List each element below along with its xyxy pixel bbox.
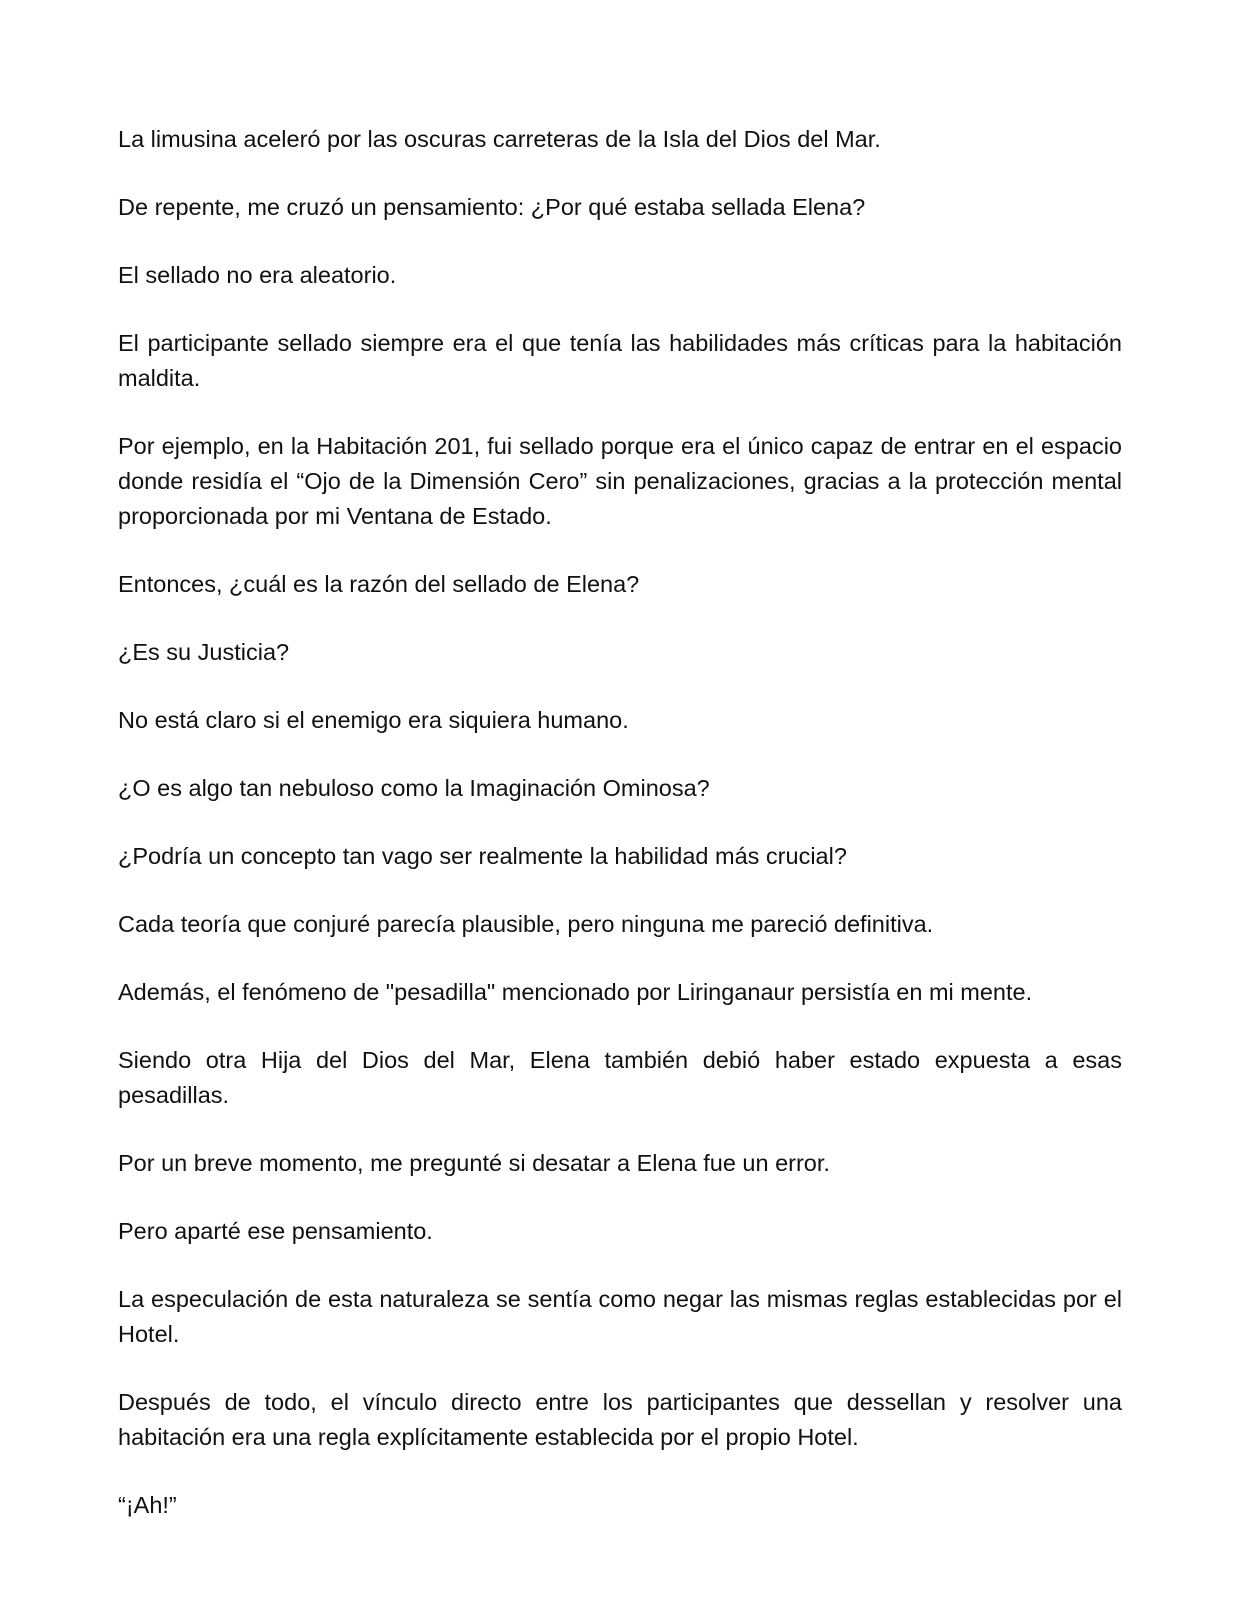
- paragraph-16: La especulación de esta naturaleza se sentía como negar las mismas reglas establecidas por el Hotel.: [118, 1286, 1122, 1347]
- paragraph-11: Cada teoría que conjuré parecía plausible, pero ninguna me pareció definitiva.: [118, 911, 934, 937]
- paragraph-9: ¿O es algo tan nebuloso como la Imaginación Ominosa?: [118, 775, 710, 801]
- paragraph-6: Entonces, ¿cuál es la razón del sellado de Elena?: [118, 571, 640, 597]
- paragraph-3: El sellado no era aleatorio.: [118, 262, 397, 288]
- paragraph-18: “¡Ah!”: [118, 1492, 177, 1518]
- paragraph-5: Por ejemplo, en la Habitación 201, fui sellado porque era el único capaz de entrar en el espacio donde residía el “Ojo de la Dimensión Cero” sin penalizaciones, gracias a la protección mental proporcionada por mi Ventana de Estado.: [118, 433, 1122, 529]
- paragraph-14: Por un breve momento, me pregunté si desatar a Elena fue un error.: [118, 1150, 830, 1176]
- paragraph-7: ¿Es su Justicia?: [118, 639, 290, 665]
- paragraph-17: Después de todo, el vínculo directo entre los participantes que dessellan y resolver una habitación era una regla explícitamente establecida por el propio Hotel.: [118, 1389, 1122, 1450]
- paragraph-10: ¿Podría un concepto tan vago ser realmente la habilidad más crucial?: [118, 843, 847, 869]
- document-body: [118, 122, 1122, 1523]
- paragraph-8: No está claro si el enemigo era siquiera humano.: [118, 707, 629, 733]
- paragraph-12: Además, el fenómeno de "pesadilla" mencionado por Liringanaur persistía en mi mente.: [118, 979, 1033, 1005]
- paragraph-13: Siendo otra Hija del Dios del Mar, Elena también debió haber estado expuesta a esas pesadillas.: [118, 1047, 1122, 1108]
- paragraph-15: Pero aparté ese pensamiento.: [118, 1218, 433, 1244]
- paragraph-2: De repente, me cruzó un pensamiento: ¿Por qué estaba sellada Elena?: [118, 194, 866, 220]
- paragraph-1: La limusina aceleró por las oscuras carreteras de la Isla del Dios del Mar.: [118, 126, 881, 152]
- paragraph-4: El participante sellado siempre era el que tenía las habilidades más críticas para la habitación maldita.: [118, 330, 1122, 391]
